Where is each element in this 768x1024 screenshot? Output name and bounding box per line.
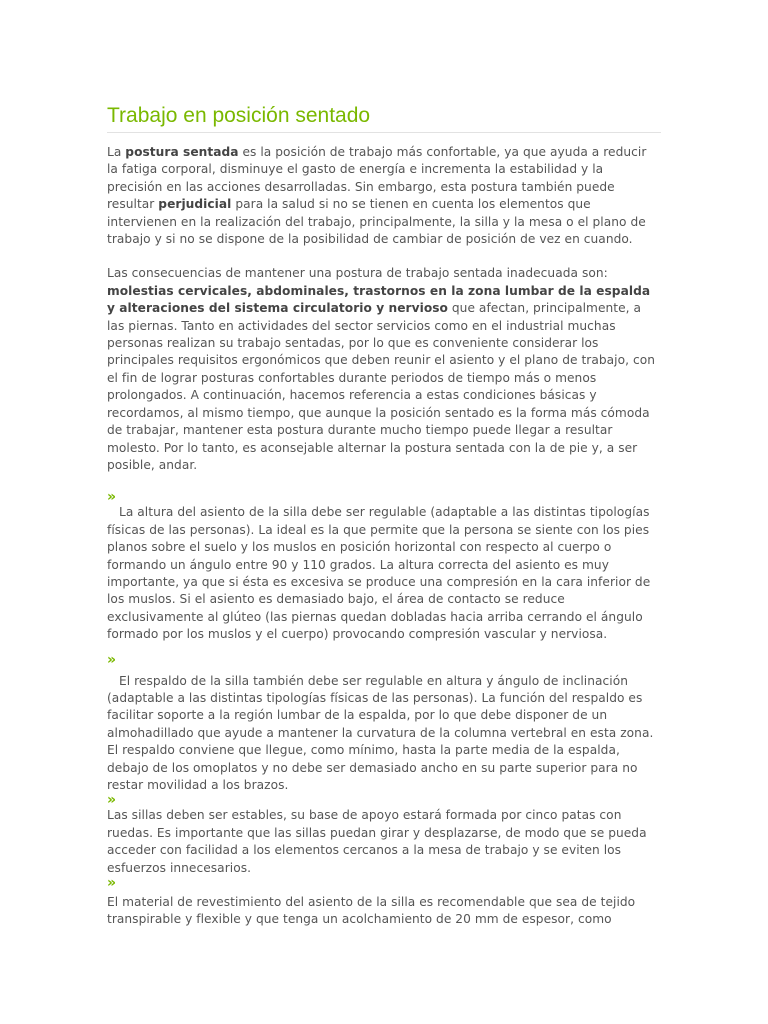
- list-item-text: La altura del asiento de la silla debe ser regulable (adaptable a las distintas tipologías físicas de las personas). La ideal es la que permite que la persona se siente con los pies planos sobre el suelo y los muslos en posición horizontal con respecto al cuerpo o formando un ángulo entre 90 y 110 grados. La altura correcta del asiento es muy importante, ya que si ésta es excesiva se produce una compresión en la cara inferior de los muslos. Si el asiento es demasiado bajo, el área de contacto se reduce exclusivamente al glúteo (las piernas quedan dobladas hacia arriba cerrando el ángulo formado por los muslos y el cuerpo) provocando compresión vascular y nerviosa.: [107, 505, 651, 642]
- consequences-text-2: que afectan, principalmente, a las piernas. Tanto en actividades del sector servicios como en el industrial muchas personas realizan su trabajo sentadas, por lo que es conveniente considerar los principales requisitos ergonómicos que deben reunir el asiento y el plano de trabajo, con el fin de lograr posturas confortables durante periodos de tiempo más o menos prolongados. A continuación, hacemos referencia a estas condiciones básicas y recordamos, al mismo tiempo, que aunque la posición sentado es la forma más cómoda de trabajar, mantener esta postura durante mucho tiempo puede llegar a resultar molesto. Por lo tanto, es aconsejable alternar la postura sentada con la de pie y, a ser posible, andar.: [107, 301, 655, 472]
- intro-text-1: La: [107, 145, 126, 159]
- list-item: [107, 807, 661, 877]
- article: [107, 103, 661, 929]
- list-item-text: El material de revestimiento del asiento de la silla es recomendable que sea de tejido transpirable y flexible y que tenga un acolchamiento de 20 mm de espesor, como: [107, 895, 636, 927]
- list-item: [107, 673, 661, 795]
- consequences-bold: molestias cervicales, abdominales, trastornos en la zona lumbar de la espalda y alteraciones del sistema circulatorio y nervioso: [107, 283, 651, 316]
- list-item-text: Las sillas deben ser estables, su base de apoyo estará formada por cinco patas con ruedas. Es importante que las sillas puedan girar y desplazarse, de modo que se pueda acceder con facilidad a los elementos cercanos a la mesa de trabajo y se eviten los esfuerzos innecesarios.: [107, 808, 647, 875]
- consequences-text-1: Las consecuencias de mantener una postura de trabajo sentada inadecuada son:: [107, 266, 608, 281]
- intro-text-2: es la posición de trabajo más confortable, ya que ayuda a reducir la fatiga corporal, disminuye el gasto de energía e incrementa la estabilidad y la precisión en las acciones desarrolladas. Sin embargo, esta postura también puede resultar: [107, 145, 647, 212]
- bullet-icon: »: [107, 792, 117, 809]
- page-title: Trabajo en posición sentado: [107, 103, 661, 133]
- list-item: [107, 894, 661, 929]
- consequences-paragraph: [107, 265, 661, 474]
- list-item: [107, 504, 661, 643]
- intro-bold-1: postura sentada: [125, 145, 239, 159]
- bullet-icon: »: [107, 875, 117, 892]
- intro-bold-2: perjudicial: [158, 197, 232, 212]
- list-item-text: El respaldo de la silla también debe ser regulable en altura y ángulo de inclinación (adaptable a las distintas tipologías físicas de las personas). La función del respaldo es facilitar soporte a la región lumbar de la espalda, por lo que debe disponer de un almohadillado que ayude a mantener la curvatura de la columna vertebral en esta zona. El respaldo conviene que llegue, como mínimo, hasta la parte media de la espalda, debajo de los omoplatos y no debe ser demasiado ancho en su parte superior para no restar movilidad a los brazos.: [107, 673, 654, 792]
- bullet-icon: »: [107, 651, 117, 668]
- bullet-icon: »: [107, 489, 117, 506]
- intro-text-3: para la salud si no se tienen en cuenta los elementos que intervienen en la realización del trabajo, principalmente, la silla y la mesa o el plano de trabajo y si no se dispone de la posibilidad de cambiar de posición de vez en cuando.: [107, 197, 646, 247]
- intro-paragraph: [107, 144, 661, 248]
